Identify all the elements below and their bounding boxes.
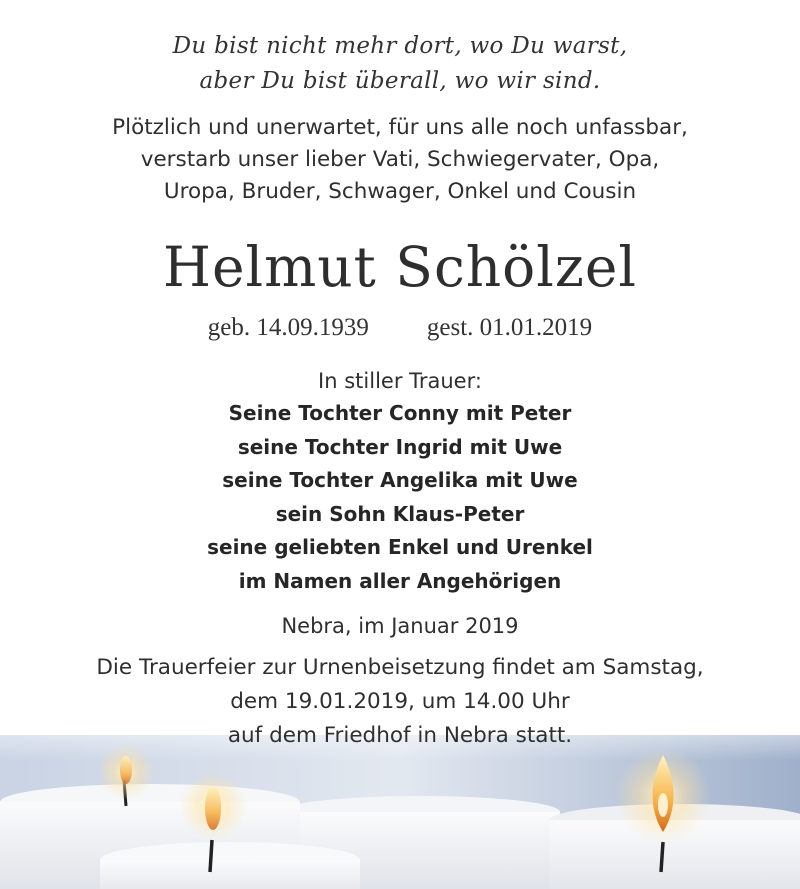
place-and-date: Nebra, im Januar 2019: [281, 614, 519, 638]
mourner-item: Seine Tochter Conny mit Peter: [228, 401, 572, 425]
mourners-list: [0, 397, 800, 598]
funeral-service-info: [0, 651, 800, 753]
service-line-1: Die Trauerfeier zur Urnenbeisetzung findet am Samstag,: [96, 655, 704, 680]
birth-date: geb. 14.09.1939: [207, 314, 369, 341]
epitaph-quote: [0, 0, 800, 99]
intro-line-2: verstarb unser lieber Vati, Schwiegervater, Opa,: [140, 147, 660, 172]
quote-line-1: Du bist nicht mehr dort, wo Du warst,: [172, 33, 628, 59]
service-line-3: auf dem Friedhof in Nebra statt.: [227, 723, 573, 748]
intro-line-3: Uropa, Bruder, Schwager, Onkel und Cousin: [163, 179, 637, 204]
deceased-name: Helmut Schölzel: [163, 235, 637, 299]
mourner-item: seine Tochter Ingrid mit Uwe: [237, 434, 563, 459]
life-dates: [0, 313, 800, 343]
death-date: gest. 01.01.2019: [426, 314, 593, 341]
mourner-item: seine geliebten Enkel und Urenkel: [207, 535, 593, 559]
mourner-item: seine Tochter Angelika mit Uwe: [222, 468, 578, 492]
intro-line-1: Plötzlich und unerwartet, für uns alle noch unfassbar,: [112, 115, 688, 140]
mourning-heading: In stiller Trauer:: [318, 369, 482, 393]
mourner-item: sein Sohn Klaus-Peter: [275, 501, 525, 526]
death-announcement: [0, 112, 800, 208]
quote-line-2: aber Du bist überall, wo wir sind.: [199, 68, 601, 94]
service-line-2: dem 19.01.2019, um 14.00 Uhr: [230, 689, 570, 714]
mourner-item: im Namen aller Angehörigen: [238, 568, 562, 593]
